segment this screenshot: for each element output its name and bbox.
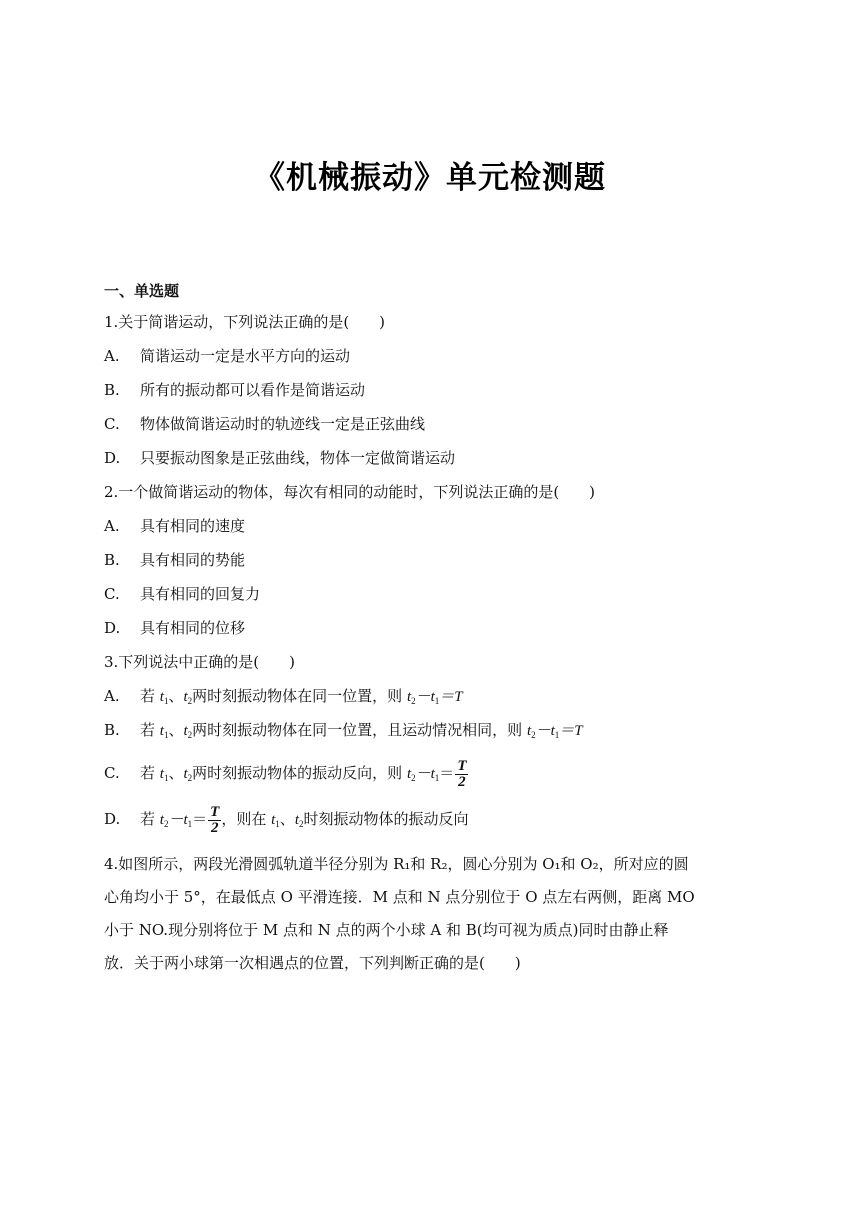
math-t1: $t_1$ — [159, 723, 169, 740]
question-3-stem: 3.下列说法中正确的是( ) — [104, 653, 296, 671]
math-t2-minus-t1: $t_2-t_1$ — [526, 723, 560, 740]
q2-option-d — [104, 618, 245, 638]
option-text: 具有相同的速度 — [140, 517, 246, 535]
q2-option-c — [104, 584, 260, 604]
math-t2: $t_2$ — [183, 689, 193, 706]
math-t2-minus-t1: $t_2-t_1$ — [406, 689, 440, 706]
option-text: 具有相同的回复力 — [140, 585, 261, 603]
q1-option-c — [104, 414, 425, 434]
fraction-t-over-2: $\frac{T}{2}$ — [210, 803, 220, 836]
option-text-prefix: 若 — [140, 810, 156, 828]
section-heading: 一、单选题 — [104, 282, 180, 300]
option-text-mid: 两时刻振动物体在同一位置，则 — [192, 687, 403, 705]
option-letter: D. — [104, 619, 121, 637]
q3-option-b: B. 若 $t_1$、$t_2$两时刻振动物体在同一位置，且运动情况相同，则 $t_2-t_1=T$ — [104, 721, 583, 740]
question-4-line-4: 放．关于两小球第一次相遇点的位置，下列判断正确的是( ) — [104, 954, 521, 972]
math-t2-minus-t1: $t_2-t_1$ — [159, 812, 193, 829]
math-t2: $t_2$ — [183, 723, 193, 740]
option-text: 物体做简谐运动时的轨迹线一定是正弦曲线 — [140, 415, 426, 433]
option-text-prefix: 若 — [140, 687, 156, 705]
option-text-prefix: 若 — [140, 721, 156, 739]
option-text: 具有相同的位移 — [140, 619, 246, 637]
q2-option-a — [104, 516, 245, 536]
q1-option-b — [104, 380, 365, 400]
math-t2: $t_2$ — [183, 766, 193, 783]
option-text-mid: 两时刻振动物体的振动反向，则 — [192, 764, 403, 782]
question-4-line-1: 4.如图所示，两段光滑圆弧轨道半径分别为 R₁和 R₂，圆心分别为 O₁和 O₂，所对应的圆 — [104, 855, 689, 873]
question-2-stem: 2.一个做简谐运动的物体，每次有相同的动能时，下列说法正确的是( ) — [104, 483, 596, 501]
option-text: 所有的振动都可以看作是简谐运动 — [140, 381, 366, 399]
question-4-line-2: 心角均小于 5°，在最低点 O 平滑连接．M 点和 N 点分别位于 O 点左右两侧，距离 MO — [104, 888, 695, 906]
fraction-t-over-2: $\frac{T}{2}$ — [457, 757, 467, 790]
option-text-prefix: 若 — [140, 764, 156, 782]
question-1-stem: 1.关于简谐运动，下列说法正确的是( ) — [104, 313, 386, 331]
math-t1: $t_1$ — [271, 812, 280, 829]
option-letter: D. — [104, 810, 121, 828]
option-text: 具有相同的势能 — [140, 551, 246, 569]
q1-option-a — [104, 346, 350, 366]
math-t1: $t_1$ — [159, 689, 169, 706]
math-t2-minus-t1: $t_2-t_1$ — [406, 766, 440, 783]
page-title: 《机械振动》单元检测题 — [254, 160, 606, 196]
option-letter: D. — [104, 449, 121, 467]
option-text-mid: ，则在 — [221, 810, 267, 828]
option-letter: B. — [104, 551, 120, 569]
option-letter: C. — [104, 415, 120, 433]
question-4-line-3: 小于 NO.现分别将位于 M 点和 N 点的两个小球 A 和 B(均可视为质点)同时由静止释 — [104, 921, 669, 939]
q1-option-d — [104, 448, 455, 468]
math-t2: $t_2$ — [294, 812, 304, 829]
option-letter: A. — [104, 517, 120, 535]
option-letter: C. — [104, 585, 120, 603]
q3-option-c: C. 若 $t_1$、$t_2$两时刻振动物体的振动反向，则 $t_2-t_1=$ $\frac{T}{2}$ — [104, 757, 467, 790]
option-text-suffix: 时刻振动物体的振动反向 — [303, 810, 469, 828]
q2-option-b — [104, 550, 245, 570]
q3-option-d: D. 若 $t_2-t_1=$ $\frac{T}{2}$ ，则在 $t_1$、$t_2$时刻振动物体的振动反向 — [104, 803, 469, 836]
option-text: 只要振动图象是正弦曲线，物体一定做简谐运动 — [140, 449, 456, 467]
option-letter: C. — [104, 764, 120, 782]
option-letter: B. — [104, 721, 120, 739]
option-text: 简谐运动一定是水平方向的运动 — [140, 347, 351, 365]
option-letter: B. — [104, 381, 120, 399]
option-text-mid: 两时刻振动物体在同一位置，且运动情况相同，则 — [192, 721, 523, 739]
option-letter: A. — [104, 347, 120, 365]
math-equals-t: ＝T — [439, 689, 463, 705]
math-equals-t: ＝T — [559, 723, 583, 739]
q3-option-a: A. 若 $t_1$、$t_2$两时刻振动物体在同一位置，则 $t_2-t_1=T$ — [104, 687, 463, 706]
math-t1: $t_1$ — [159, 766, 169, 783]
option-letter: A. — [104, 687, 120, 705]
